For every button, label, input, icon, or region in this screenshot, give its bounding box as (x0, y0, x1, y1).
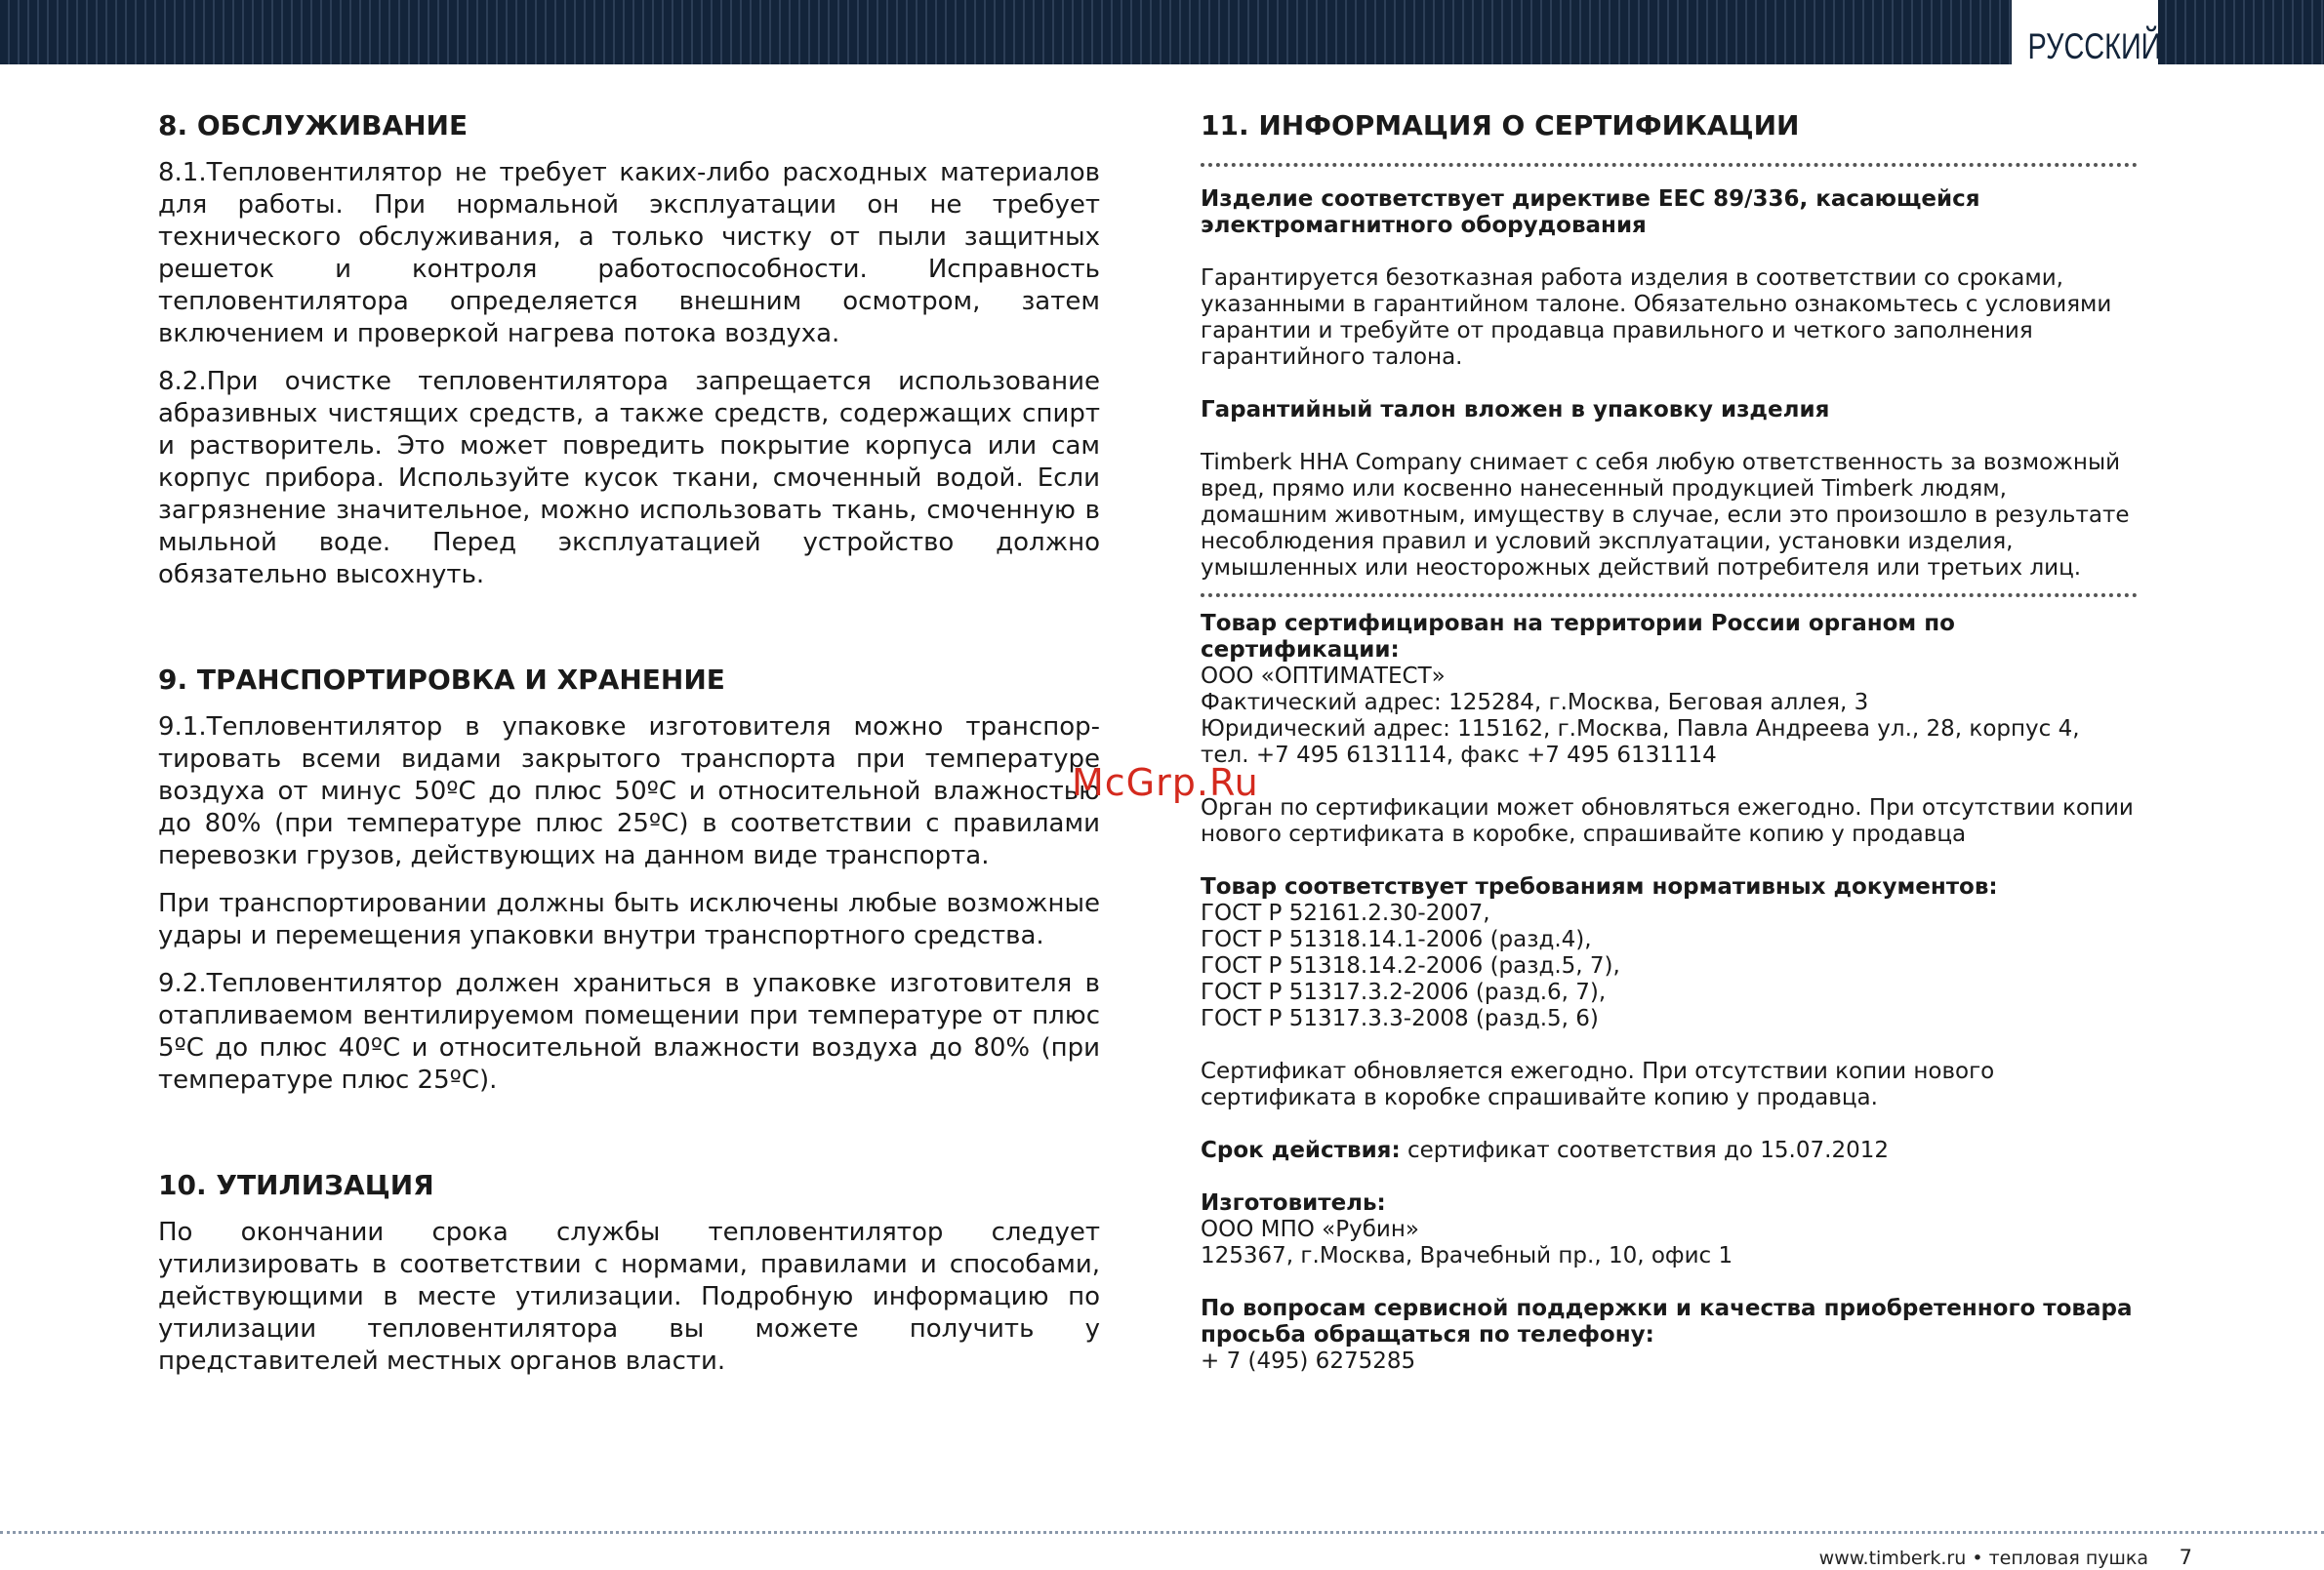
directive-statement: Изделие соответствует директиве ЕЕС 89/336, касающейся электромагнитного оборудования (1201, 186, 1980, 238)
yearly-update-note: Сертификат обновляется ежегодно. При отсутствии копии нового сертификата в коробке спрашивайте копию у продавца. (1201, 1059, 1995, 1110)
watermark: McGrp.Ru (1072, 761, 1259, 804)
validity-period: Срок действия: сертификат соответствия до 15.07.2012 (1201, 1138, 1889, 1163)
section-10-paragraph-1: По окончании срока службы тепловентилятор следует утилизировать в соответствии с нормами, правилами и способами, действующими в месте утилизации. Подробную информацию по утилизации тепловентилятора вы можете получить у представителей местных органов власти. (158, 1218, 1100, 1376)
certification-update-note: Орган по сертификации может обновляться ежегодно. При отсутствии копии нового сертификата в коробке, спрашивайте копию у продавца (1201, 795, 2134, 847)
warranty-card-note: Гарантийный талон вложен в упаковку изделия (1201, 397, 1830, 423)
section-9-paragraph-2: При транспортировании должны быть исключены любые возможные удары и перемещения упаковки внутри транспортного средства. (158, 889, 1100, 950)
page-number: 7 (2179, 1546, 2192, 1569)
section-10-title: 10. УТИЛИЗАЦИЯ (158, 1169, 434, 1201)
language-tab (2012, 0, 2162, 76)
section-9-paragraph-3: 9.2.Тепловентилятор должен храниться в упаковке изготовителя в отапливаемом вентилируемом помещении при температуре от плюс 5ºС до плюс 40ºС и относительной влажности воздуха до 80% (при температуре плюс 25ºС). (158, 969, 1100, 1095)
header-bar (0, 0, 2324, 64)
certification-info: Товар сертифицирован на территории России органом по сертификации: ООО «ОПТИМАТЕСТ» Фактический адрес: 125284, г.Москва, Беговая аллея, 3 Юридический адрес: 115162, г.Москва, Павла Андреева ул., 28, корпус 4, тел. +7 495 6131114, факс +7 495 6131114 (1201, 611, 2080, 768)
support-contact: По вопросам сервисной поддержки и качества приобретенного товара просьба обращаться по телефону: + 7 (495) 6275285 (1201, 1296, 2133, 1374)
manufacturer-info: Изготовитель: ООО МПО «Рубин» 125367, г.Москва, Врачебный пр., 10, офис 1 (1201, 1190, 1733, 1268)
footer-dotted-line (0, 1531, 2324, 1534)
right-column (1201, 109, 2138, 1401)
dotted-divider (1201, 593, 2138, 597)
section-9-title: 9. ТРАНСПОРТИРОВКА И ХРАНЕНИЕ (158, 664, 725, 696)
left-column (158, 109, 1100, 1393)
section-8-paragraph-2: 8.2.При очистке тепловентилятора запрещается использование абразивных чистящих средств, а также средств, содержащих спирт и растворитель. Это может повредить покрытие корпуса или сам корпус прибора. Используйте кусок ткани, смоченный водой. Если загрязнение значительное, можно использовать ткань, смоченную в мыльной воде. Перед эксплуатацией устройство должно обязательно высохнуть. (158, 367, 1100, 589)
section-9-paragraph-1: 9.1.Тепловентилятор в упаковке изготовителя можно транспор-тировать всеми видами закрытого транспорта при температуре воздуха от минус 50ºС до плюс 50ºС и относительной влажностью до 80% (при температуре плюс 25ºС) в соответствии с правилами перевозки грузов, действующих на данном виде транспорта. (158, 712, 1100, 870)
footer-site-text: www.timberk.ru • тепловая пушка (1818, 1548, 2148, 1569)
liability-text: Timberk HHA Company снимает с себя любую ответственность за возможный вред, прямо или косвенно нанесенный продукцией Timberk людям, домашним животным, имуществу в случае, если это произошло в результате несоблюдения правил и условий эксплуатации, установки изделия, умышленных или неосторожных действий потребителя или третьих лиц. (1201, 450, 2130, 581)
guarantee-text: Гарантируется безотказная работа изделия в соответствии со сроками, указанными в гарантийном талоне. Обязательно ознакомьтесь с условиями гарантии и требуйте от продавца правильного и четкого заполнения гарантийного талона. (1201, 265, 2112, 370)
section-11-title: 11. ИНФОРМАЦИЯ О СЕРТИФИКАЦИИ (1201, 109, 1800, 141)
section-8-title: 8. ОБСЛУЖИВАНИЕ (158, 109, 469, 141)
norms-list: Товар соответствует требованиям нормативных документов: ГОСТ Р 52161.2.30-2007, ГОСТ Р 51318.14.1-2006 (разд.4), ГОСТ Р 51318.14.2-2006 (разд.5, 7), ГОСТ Р 51317.3.2-2006 (разд.6, 7), ГОСТ Р 51317.3.3-2008 (разд.5, 6) (1201, 874, 1998, 1031)
dotted-divider (1201, 163, 2138, 167)
section-8-paragraph-1: 8.1.Тепловентилятор не требует каких-либо расходных материалов для работы. При нормальной эксплуатации он не требует технического обслуживания, а только чистку от пыли защитных решеток и контроля работоспособности. Исправность тепловентилятора определяется внешним осмотром, затем включением и проверкой нагрева потока воздуха. (158, 158, 1100, 348)
language-label: РУССКИЙ (2027, 26, 2162, 66)
